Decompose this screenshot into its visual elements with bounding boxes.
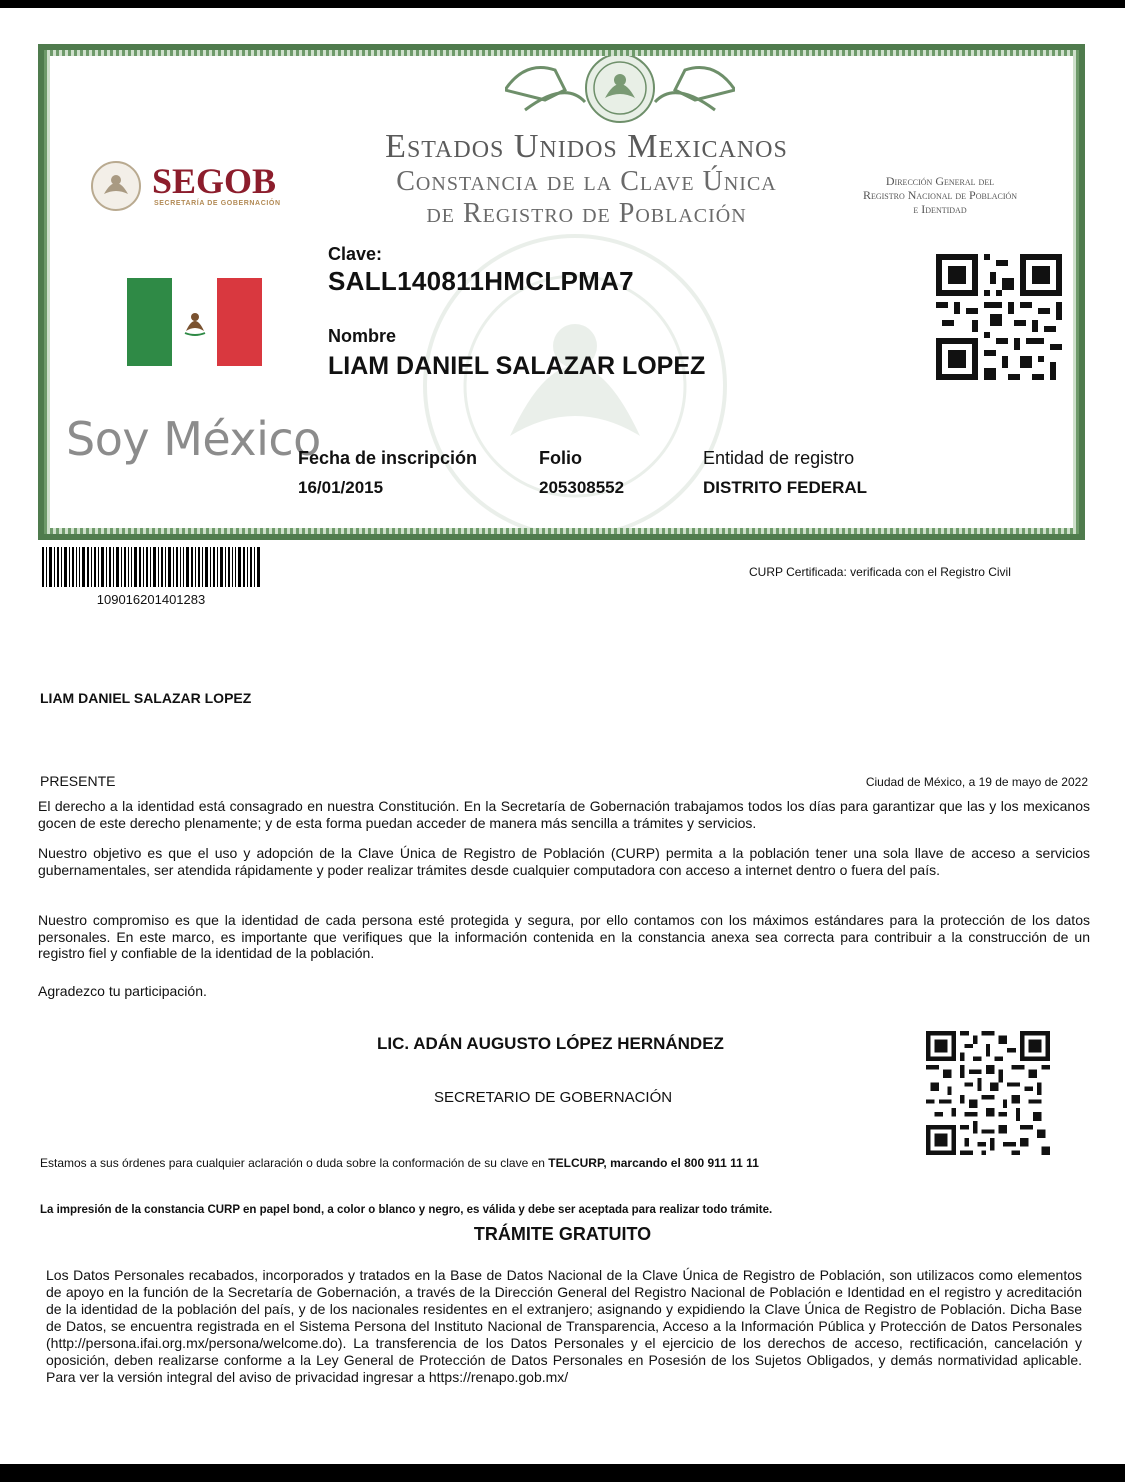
qr-code-icon (936, 254, 1062, 380)
recipient-name: LIAM DANIEL SALAZAR LOPEZ (40, 690, 252, 706)
letter-paragraph-1: El derecho a la identidad está consagrado en nuestra Constitución. En la Secretaría de Gobernación trabajamos todos los días para garantizar que las y los mexicanos gocen de este derecho plenamente; y de esta forma puedan acceder de manera más sencilla a trámites y servicios. (38, 798, 1090, 831)
certification-note: CURP Certificada: verificada con el Registro Civil (749, 565, 1011, 579)
letter-paragraph-3: Nuestro compromiso es que la identidad de cada persona esté protegida y segura, por ello contamos con los máximos estándares para la protección de los datos personales. En este marco, es importante que verifiques que la información contenida en la constancia anexa sea correcta para contribuir a la construcción de un registro fiel y confiable de la identidad de la población. (38, 912, 1090, 961)
clave-value: SALL140811HMCLPMA7 (328, 266, 634, 296)
segob-logo-text: SEGOB (152, 161, 277, 201)
barcode-number: 109016201401283 (96, 592, 206, 607)
document-title-line1: Constancia de la Clave Única (396, 166, 777, 197)
flag-emblem-icon (182, 305, 208, 337)
contact-note: Estamos a sus órdenes para cualquier aclaración o duda sobre la conformación de su clave en TELCURP, marcando el 800 911 11 11 (40, 1156, 759, 1170)
slogan: Soy México (66, 412, 321, 466)
fecha-inscripcion-value: 16/01/2015 (298, 478, 384, 497)
curp-certificate-card (38, 44, 1085, 540)
nombre-label: Nombre (328, 326, 397, 346)
free-procedure-title: TRÁMITE GRATUITO (473, 1224, 652, 1244)
telcurp-phone: TELCURP, marcando el 800 911 11 11 (548, 1156, 759, 1170)
salutation: PRESENTE (40, 773, 116, 789)
validity-note: La impresión de la constancia CURP en papel bond, a color o blanco y negro, es válida y debe ser aceptada para realizar todo trámite. (40, 1204, 773, 1216)
signer-title: SECRETARIO DE GOBERNACIÓN (434, 1089, 673, 1106)
letter-paragraph-2: Nuestro objetivo es que el uso y adopción de la Clave Única de Registro de Población (CURP) permita a la población tener una sola llave de acceso a servicios gubernamentales, ser atendida rápidamente y poder realizar trámites desde cualquier computadora con acceso a internet dentro o fuera del país. (38, 845, 1090, 878)
bottom-edge (0, 1464, 1125, 1482)
nombre-value: LIAM DANIEL SALAZAR LOPEZ (328, 352, 706, 380)
mexican-flag-icon (127, 278, 262, 366)
document-title-line2: de Registro de Población (426, 198, 747, 229)
clave-label: Clave: (328, 244, 383, 264)
folio-label: Folio (539, 448, 582, 468)
agency-name: Dirección General del Registro Nacional de Población e Identidad (862, 174, 1018, 216)
qr-code-icon (926, 1030, 1050, 1156)
barcode-icon (42, 547, 260, 587)
national-seal-icon (505, 56, 735, 132)
privacy-notice: Los Datos Personales recabados, incorporados y tratados en la Base de Datos Nacional de la Clave Única de Registro de Población, son utilizacos como elementos de apoyo en la función de la Secretaría de Gobernación, a través de la Dirección General del Registro Nacional de Población e Identidad en el registro y acreditación de la identidad de la población del país, y de los nacionales residentes en el extranjero; asignando y expidiendo la Clave Única de Registro de Población. Dicha Base de Datos, se encuentra registrada en el Sistema Persona del Instituto Nacional de Transparencia, Acceso a la Información Pública y Protección de Datos Personales (http://persona.ifai.org.mx/persona/welcome.do). La transferencia de los Datos Personales y el ejercicio de los derechos de acceso, rectificación, cancelación y oposición, deben realizarse conforme a la Ley General de Protección de Datos Personales en Posesión de los Sujetos Obligados, y demás normatividad aplicable. Para ver la versión integral del aviso de privacidad ingresar a https://renapo.gob.mx/ (46, 1267, 1082, 1385)
letter-closing: Agradezco tu participación. (38, 983, 207, 999)
place-date: Ciudad de México, a 19 de mayo de 2022 (865, 775, 1088, 789)
segob-seal-icon (90, 160, 142, 212)
country-title: Estados Unidos Mexicanos (385, 128, 788, 165)
signer-name: LIC. ADÁN AUGUSTO LÓPEZ HERNÁNDEZ (377, 1034, 724, 1053)
certificate-body (50, 56, 1073, 528)
entidad-value: DISTRITO FEDERAL (703, 478, 868, 497)
entidad-label: Entidad de registro (703, 448, 855, 468)
fecha-inscripcion-label: Fecha de inscripción (298, 448, 478, 468)
segob-subtitle: SECRETARÍA DE GOBERNACIÓN (154, 200, 281, 207)
top-edge (0, 0, 1125, 8)
folio-value: 205308552 (539, 478, 625, 497)
